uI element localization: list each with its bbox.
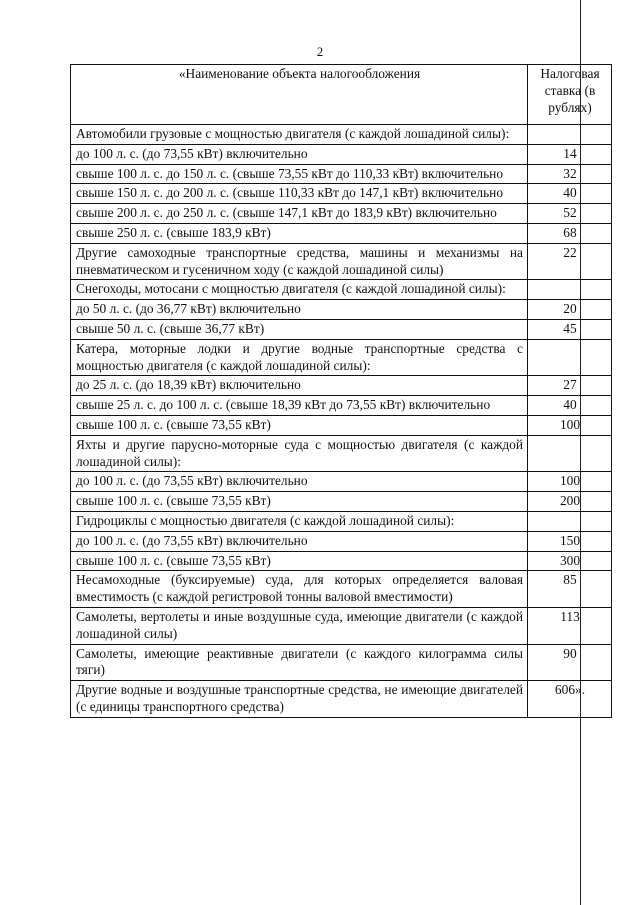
row-object-name: Самолеты, вертолеты и иные воздушные суда, имеющие двигатели (с каждой лошадиной силы)	[71, 607, 528, 644]
row-tax-rate	[528, 511, 612, 531]
table-row	[71, 204, 612, 224]
table-row	[71, 300, 612, 320]
row-tax-rate: 100	[528, 415, 612, 435]
table-row	[71, 531, 612, 551]
row-tax-rate: 32	[528, 164, 612, 184]
table-row	[71, 223, 612, 243]
table-row	[71, 511, 612, 531]
row-object-name: Яхты и другие парусно-моторные суда с мощностью двигателя (с каждой лошадиной силы):	[71, 435, 528, 472]
table-row	[71, 644, 612, 681]
row-tax-rate: 200	[528, 492, 612, 512]
row-tax-rate	[528, 280, 612, 300]
table-row	[71, 184, 612, 204]
row-object-name: Снегоходы, мотосани с мощностью двигателя (с каждой лошадиной силы):	[71, 280, 528, 300]
table-row	[71, 319, 612, 339]
row-tax-rate: 150	[528, 531, 612, 551]
table-row	[71, 472, 612, 492]
table-row	[71, 607, 612, 644]
row-tax-rate: 113	[528, 607, 612, 644]
table-row	[71, 125, 612, 145]
table-row	[71, 376, 612, 396]
table-row	[71, 144, 612, 164]
row-object-name: свыше 250 л. с. (свыше 183,9 кВт)	[71, 223, 528, 243]
page-number: 2	[316, 44, 324, 59]
row-tax-rate	[528, 125, 612, 145]
row-object-name: свыше 200 л. с. до 250 л. с. (свыше 147,1 кВт до 183,9 кВт) включительно	[71, 204, 528, 224]
table-row	[71, 492, 612, 512]
row-object-name: до 25 л. с. (до 18,39 кВт) включительно	[71, 376, 528, 396]
row-tax-rate: 85	[528, 571, 612, 608]
row-object-name: Гидроциклы с мощностью двигателя (с каждой лошадиной силы):	[71, 511, 528, 531]
table-header-row	[71, 65, 612, 125]
row-object-name: до 50 л. с. (до 36,77 кВт) включительно	[71, 300, 528, 320]
row-object-name: свыше 150 л. с. до 200 л. с. (свыше 110,33 кВт до 147,1 кВт) включительно	[71, 184, 528, 204]
table-row	[71, 339, 612, 376]
row-object-name: свыше 100 л. с. (свыше 73,55 кВт)	[71, 415, 528, 435]
table-row	[71, 396, 612, 416]
row-object-name: свыше 100 л. с. до 150 л. с. (свыше 73,55 кВт до 110,33 кВт) включительно	[71, 164, 528, 184]
row-tax-rate: 27	[528, 376, 612, 396]
row-tax-rate: 68	[528, 223, 612, 243]
header-tax-rate: Налоговая ставка (в рублях)	[528, 65, 612, 125]
row-object-name: свыше 50 л. с. (свыше 36,77 кВт)	[71, 319, 528, 339]
row-object-name: Несамоходные (буксируемые) суда, для которых определяется валовая вместимость (с каждой регистровой тонны валовой вместимости)	[71, 571, 528, 608]
row-object-name: свыше 100 л. с. (свыше 73,55 кВт)	[71, 551, 528, 571]
row-tax-rate: 100	[528, 472, 612, 492]
row-object-name: свыше 25 л. с. до 100 л. с. (свыше 18,39 кВт до 73,55 кВт) включительно	[71, 396, 528, 416]
table-row	[71, 415, 612, 435]
row-object-name: Другие водные и воздушные транспортные средства, не имеющие двигателей (с единицы транспортного средства)	[71, 681, 528, 718]
row-object-name: Самолеты, имеющие реактивные двигатели (с каждого килограмма силы тяги)	[71, 644, 528, 681]
header-object-name: «Наименование объекта налогообложения	[71, 65, 528, 125]
row-tax-rate	[528, 339, 612, 376]
tax-rate-table	[70, 64, 612, 718]
row-tax-rate: 22	[528, 243, 612, 280]
row-object-name: до 100 л. с. (до 73,55 кВт) включительно	[71, 144, 528, 164]
row-object-name: Автомобили грузовые с мощностью двигателя (с каждой лошадиной силы):	[71, 125, 528, 145]
table-row	[71, 280, 612, 300]
table-row	[71, 164, 612, 184]
row-tax-rate: 20	[528, 300, 612, 320]
row-tax-rate: 90	[528, 644, 612, 681]
row-tax-rate: 300	[528, 551, 612, 571]
row-object-name: Катера, моторные лодки и другие водные транспортные средства с мощностью двигателя (с каждой лошадиной силы):	[71, 339, 528, 376]
row-object-name: свыше 100 л. с. (свыше 73,55 кВт)	[71, 492, 528, 512]
row-object-name: до 100 л. с. (до 73,55 кВт) включительно	[71, 472, 528, 492]
table-row	[71, 571, 612, 608]
table-row	[71, 243, 612, 280]
table-row	[71, 551, 612, 571]
row-object-name: до 100 л. с. (до 73,55 кВт) включительно	[71, 531, 528, 551]
row-tax-rate	[528, 435, 612, 472]
table-row	[71, 435, 612, 472]
row-tax-rate: 45	[528, 319, 612, 339]
row-tax-rate: 40	[528, 396, 612, 416]
row-tax-rate: 52	[528, 204, 612, 224]
row-object-name: Другие самоходные транспортные средства, машины и механизмы на пневматическом и гусеничном ходу (с каждой лошадиной силы)	[71, 243, 528, 280]
table-body	[71, 125, 612, 718]
row-tax-rate: 606».	[528, 681, 612, 718]
row-tax-rate: 14	[528, 144, 612, 164]
table-row	[71, 681, 612, 718]
row-tax-rate: 40	[528, 184, 612, 204]
